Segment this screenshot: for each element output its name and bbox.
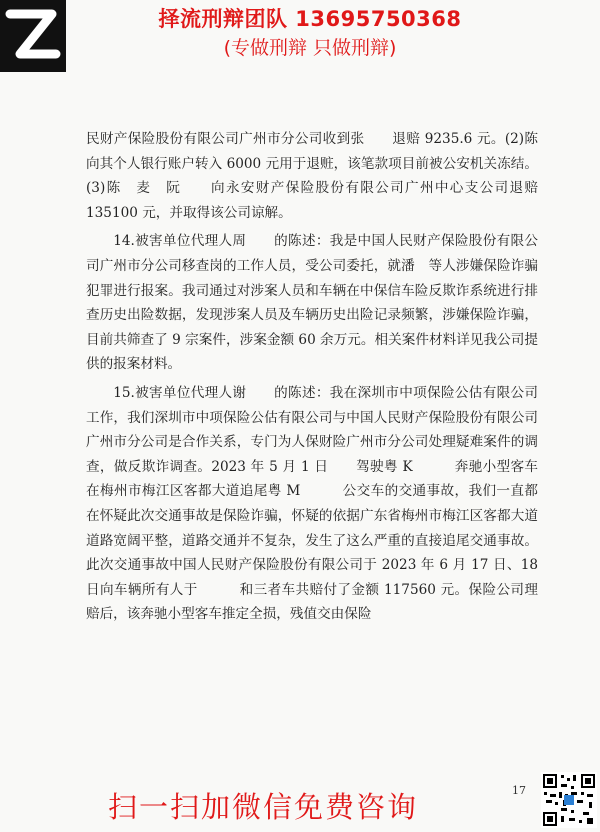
paragraph-2: 14.被害单位代理人周 的陈述：我是中国人民财产保险股份有限公司广州市分公司移查岗的工作人员，受公司委托，就潘 等人涉嫌保险诈骗犯罪进行报案。我司通过对涉案人员和车辆在中保信车险反欺诈系统进行排查历史出险数据，发现涉案人员及车辆历史出险记录频繁，涉嫌保险诈骗，目前共筛查了 9 宗案件，涉案金额 60 余万元。相关案件材料详见我公司提供的报案材料。	[86, 233, 538, 373]
header-subtitle: (专做刑辩 只做刑辩)	[223, 37, 397, 59]
qr-code-icon	[541, 772, 597, 828]
logo	[0, 0, 66, 72]
paragraph-1: 民财产保险股份有限公司广州市分公司收到张 退赔 9235.6 元。(2)陈 向其个人银行账户转入 6000 元用于退赃，该笔款项目前被公安机关冻结。(3)陈 麦 阮 向永安财产保险股份有限公司广州中心支公司退赔 135100 元，并取得该公司谅解。	[86, 131, 566, 221]
logo-z-icon	[0, 0, 66, 72]
paragraph-3: 15.被害单位代理人谢 的陈述：我在深圳市中项保险公估有限公司工作，我们深圳市中项保险公估有限公司与中国人民财产保险股份有限公司广州市分公司是合作关系，专门为人保财险广州市分公司处理疑难案件的调查，做反欺诈调查。2023 年 5 月 1 日 驾驶粤 K 奔驰小型客车在梅州市梅江区客都大道追尾粤 M 公交车的交通事故，我们一直都在怀疑此次交通事故是保险诈骗，怀疑的依据广东省梅州市梅江区客都大道道路宽阔平整，道路交通并不复杂，发生了这么严重的直接追尾交通事故。此次交通事故中国人民财产保险股份有限公司于 2023 年 6 月 17 日、18 日向车辆所有人于 和三者车共赔付了金额 117560 元。保险公司理赔后，该奔驰小型客车推定全损，残值交由保险	[86, 384, 538, 623]
document-body	[86, 127, 566, 631]
header-title: 择流刑辩团队 13695750368	[158, 7, 462, 31]
header-banner	[100, 4, 520, 62]
page-number: 17	[512, 784, 526, 797]
footer-banner: 扫一扫加微信免费咨询	[108, 790, 419, 824]
